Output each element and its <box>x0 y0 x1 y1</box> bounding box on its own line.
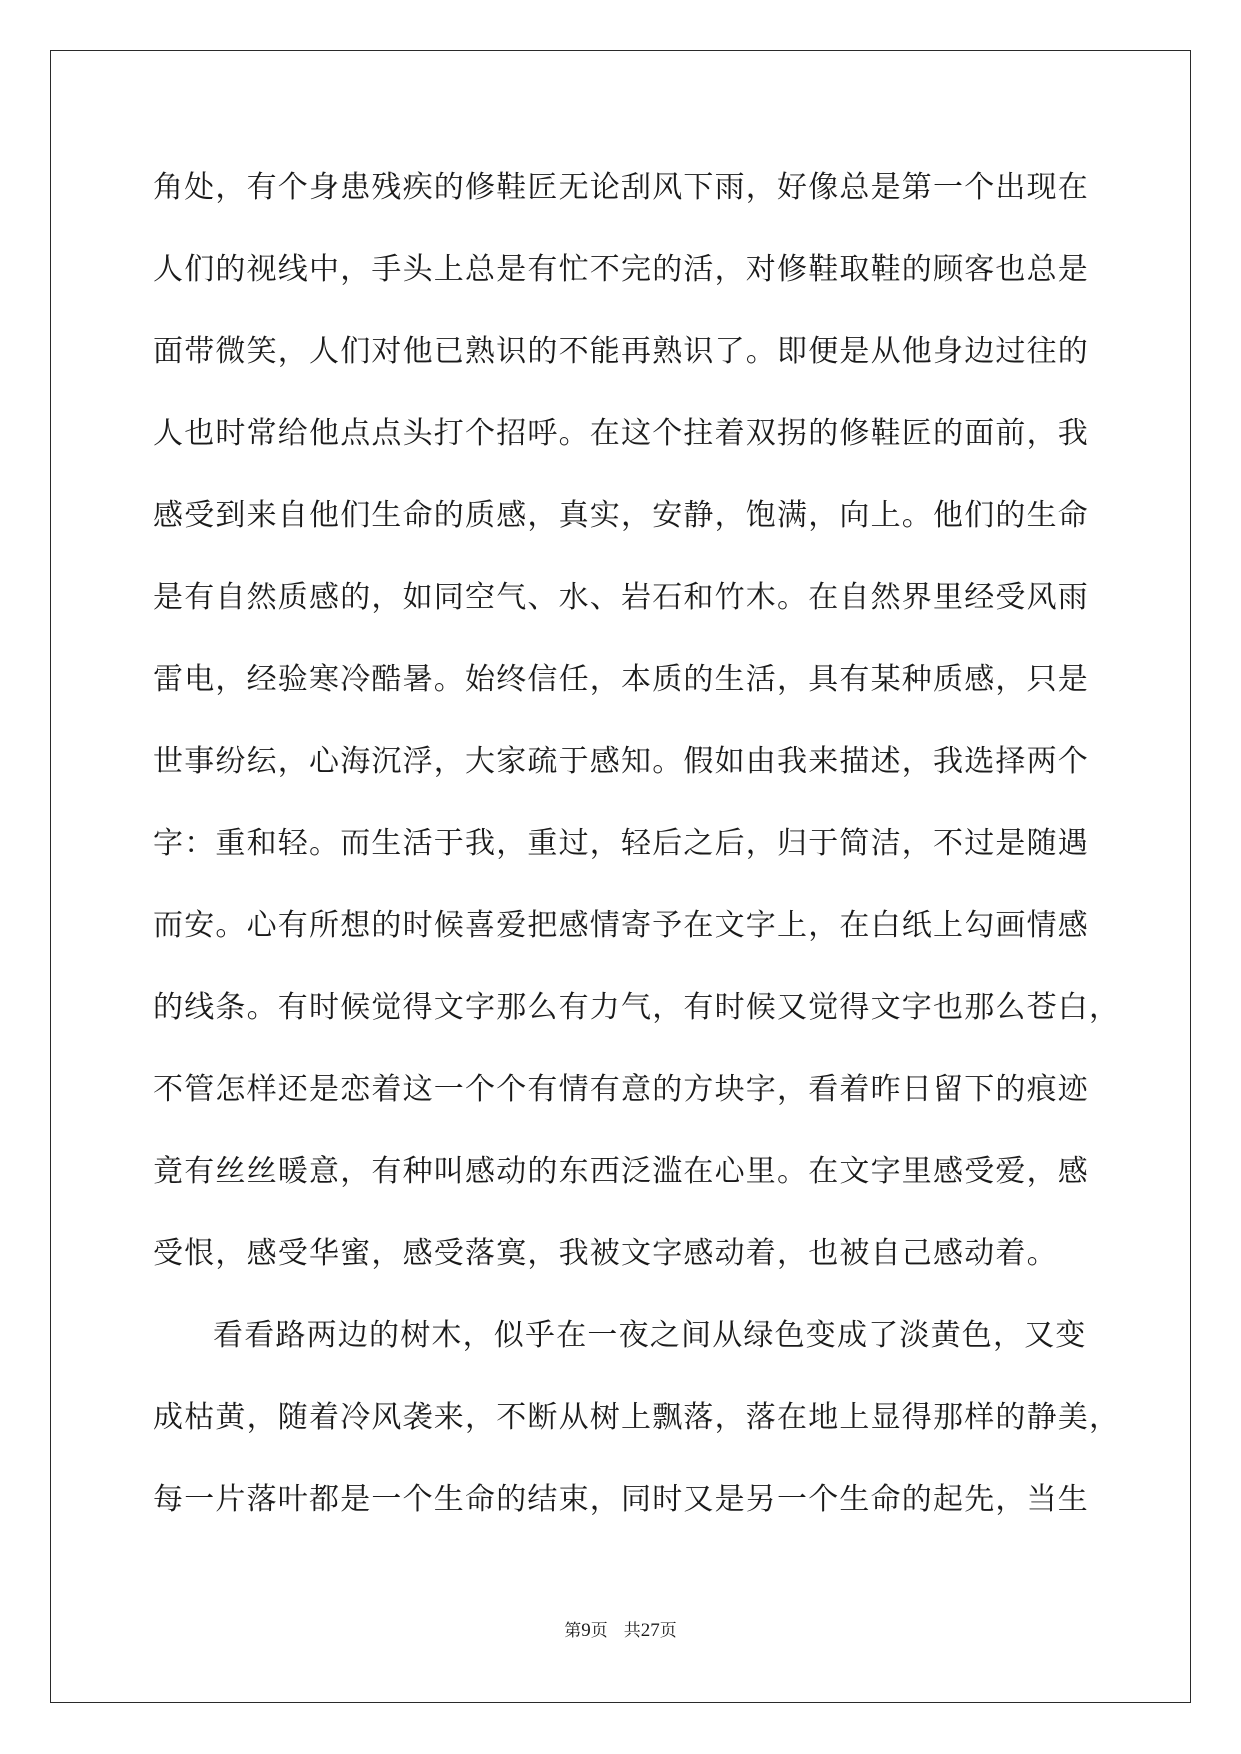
page-prefix: 第 <box>564 1621 582 1641</box>
text-line: 人们的视线中，手头上总是有忙不完的活，对修鞋取鞋的顾客也总是 <box>153 252 1089 287</box>
text-line: 雷电，经验寒冷酷暑。始终信任，本质的生活，具有某种质感，只是 <box>153 662 1089 697</box>
text-line: 而安。心有所想的时候喜爱把感情寄予在文字上，在白纸上勾画情感 <box>153 908 1089 943</box>
text-line: 的线条。有时候觉得文字那么有力气，有时候又觉得文字也那么苍白， <box>153 990 1121 1025</box>
text-line: 成枯黄，随着冷风袭来，不断从树上飘落，落在地上显得那样的静美， <box>153 1400 1121 1435</box>
text-line: 是有自然质感的，如同空气、水、岩石和竹木。在自然界里经受风雨 <box>153 580 1089 615</box>
page-suffix: 页 <box>590 1621 608 1641</box>
text-line: 字：重和轻。而生活于我，重过，轻后之后，归于简洁，不过是随遇 <box>153 826 1089 861</box>
paragraph-start-line: 看看路两边的树木，似乎在一夜之间从绿色变成了淡黄色，又变 <box>213 1318 1087 1353</box>
text-line: 竟有丝丝暖意，有种叫感动的东西泛滥在心里。在文字里感受爱，感 <box>153 1154 1089 1189</box>
text-line: 感受到来自他们生命的质感，真实，安静，饱满，向上。他们的生命 <box>153 498 1089 533</box>
text-line: 不管怎样还是恋着这一个个有情有意的方块字，看着昨日留下的痕迹 <box>153 1072 1089 1107</box>
page-number: 9 <box>581 1620 591 1641</box>
page-footer <box>0 1616 1241 1642</box>
total-suffix: 页 <box>659 1621 677 1641</box>
text-line: 每一片落叶都是一个生命的结束，同时又是另一个生命的起先，当生 <box>153 1482 1089 1517</box>
text-line: 角处，有个身患残疾的修鞋匠无论刮风下雨，好像总是第一个出现在 <box>153 170 1089 205</box>
total-pages: 27 <box>640 1620 660 1641</box>
total-prefix: 共 <box>623 1621 641 1641</box>
text-line: 世事纷纭，心海沉浮，大家疏于感知。假如由我来描述，我选择两个 <box>153 744 1089 779</box>
text-line: 受恨，感受华蜜，感受落寞，我被文字感动着，也被自己感动着。 <box>153 1236 1058 1271</box>
body-text <box>153 168 1121 1562</box>
text-line: 面带微笑，人们对他已熟识的不能再熟识了。即便是从他身边过往的 <box>153 334 1089 369</box>
text-line: 人也时常给他点点头打个招呼。在这个拄着双拐的修鞋匠的面前，我 <box>153 416 1089 451</box>
